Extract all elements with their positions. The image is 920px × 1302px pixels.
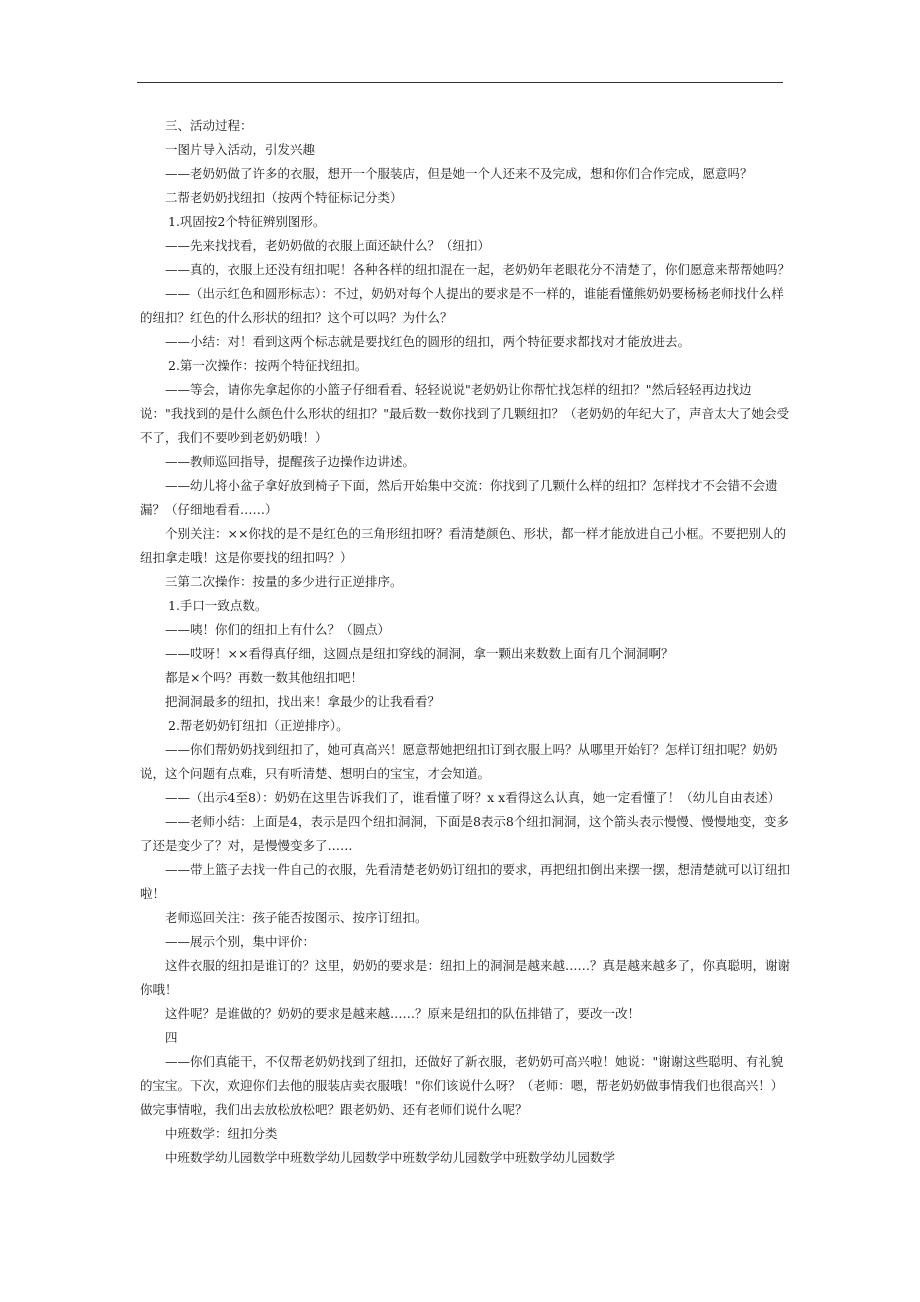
doc-line-30: 四 [165,1030,178,1045]
doc-line-14: 个别关注：××你找的是不是红色的三角形纽扣呀？看清楚颜色、形状，都一样才能放进自己小框。不要把别人的纽扣拿走哦！这是你要找的纽扣吗？） [140,526,786,565]
document-body [140,114,790,1170]
doc-line-28: 这件衣服的纽扣是谁订的？这里，奶奶的要求是：纽扣上的洞洞是越来越……？真是越来越多了，你真聪明，谢谢你哦！ [140,958,791,997]
doc-line-2: 一图片导入活动，引发兴趣 [165,142,316,157]
doc-line-3: ——老奶奶做了许多的衣服，想开一个服装店，但是她一个人还来不及完成，想和你们合作完成，愿意吗？ [165,166,753,181]
doc-line-16: 1.手口一致点数。 [168,598,268,613]
doc-line-20: 把洞洞最多的纽扣，找出来！拿最少的让我看看？ [165,694,441,709]
doc-line-25: ——带上篮子去找一件自己的衣服，先看清楚老奶奶订纽扣的要求，再把纽扣倒出来摆一摆，想清楚就可以订纽扣啦！ [140,862,791,901]
doc-line-23: ——（出示4至8）：奶奶在这里告诉我们了，谁看懂了呀？x x看得这么认真，她一定看懂了！（幼儿自由表述） [165,790,781,805]
doc-line-10: 2.第一次操作：按两个特征找纽扣。 [168,358,368,373]
doc-line-6: ——先来找找看，老奶奶做的衣服上面还缺什么？（纽扣） [165,238,491,253]
doc-line-31: ——你们真能干，不仅帮老奶奶找到了纽扣，还做好了新衣服，老奶奶可高兴啦！她说："谢谢这些聪明、有礼貌的宝宝。下次，欢迎你们去他的服装店卖衣服哦！"你们该说什么呀？（老师：嗯，帮老奶奶做事情我们也很高兴！）做完事情啦，我们出去放松放松吧？跟老奶奶、还有老师们说什么呢？ [140,1054,784,1117]
doc-line-26: 老师巡回关注：孩子能否按图示、按序订纽扣。 [165,910,428,925]
doc-line-5: 1.巩固按2个特征辨别图形。 [168,214,326,229]
doc-line-4: 二帮老奶奶找纽扣（按两个特征标记分类） [165,190,403,205]
doc-line-19: 都是×个吗？再数一数其他纽扣吧！ [165,670,363,685]
doc-line-22: ——你们帮奶奶找到纽扣了，她可真高兴！愿意帮她把纽扣订到衣服上吗？从哪里开始钉？怎样订纽扣呢？奶奶说，这个问题有点难，只有听清楚、想明白的宝宝，才会知道。 [140,742,778,781]
doc-line-11: ——等会，请你先拿起你的小篮子仔细看看、轻轻说说"老奶奶让你帮忙找怎样的纽扣？"然后轻轻再边找边说："我找到的是什么颜色什么形状的纽扣？"最后数一数你找到了几颗纽扣？（老奶奶的年纪大了，声音太大了她会受不了，我们不要吵到老奶奶哦！） [140,382,790,445]
doc-line-1: 三、活动过程： [165,118,253,133]
doc-line-33: 中班数学幼儿园数学中班数学幼儿园数学中班数学幼儿园数学中班数学幼儿园数学 [165,1150,616,1165]
doc-line-32: 中班数学：纽扣分类 [165,1126,278,1141]
doc-line-13: ——幼儿将小盆子拿好放到椅子下面，然后开始集中交流：你找到了几颗什么样的纽扣？怎样找才不会错不会遗漏？（仔细地看看……） [140,478,778,517]
doc-line-17: ——咦！你们的纽扣上有什么？（圆点） [165,622,391,637]
doc-line-21: 2.帮老奶奶钉纽扣（正逆排序）。 [168,718,349,733]
doc-line-9: ——小结：对！看到这两个标志就是要找红色的圆形的纽扣，两个特征要求都找对才能放进去。 [165,334,691,349]
doc-line-15: 三第二次操作：按量的多少进行正逆排序。 [165,574,403,589]
doc-line-29: 这件呢？是谁做的？奶奶的要求是越来越……？原来是纽扣的队伍排错了，要改一改！ [165,1006,641,1021]
doc-line-8: ——（出示红色和圆形标志）：不过，奶奶对每个人提出的要求是不一样的，谁能看懂熊奶奶要杨杨老师找什么样的纽扣？红色的什么形状的纽扣？这个可以吗？为什么？ [140,286,784,325]
header-rule [137,82,783,83]
doc-line-24: ——老师小结：上面是4，表示是四个纽扣洞洞，下面是8表示8个纽扣洞洞，这个箭头表示慢慢、慢慢地变，变多了还是变少了？对，是慢慢变多了…… [140,814,789,853]
doc-line-27: ——展示个别，集中评价： [165,934,316,949]
doc-line-12: ——教师巡回指导，提醒孩子边操作边讲述。 [165,454,416,469]
doc-line-18: ——哎呀！××看得真仔细，这圆点是纽扣穿线的洞洞，拿一颗出来数数上面有几个洞洞啊？ [165,646,674,661]
doc-line-7: ——真的，衣服上还没有纽扣呢！各种各样的纽扣混在一起，老奶奶年老眼花分不清楚了，你们愿意来帮帮她吗？ [165,262,791,277]
